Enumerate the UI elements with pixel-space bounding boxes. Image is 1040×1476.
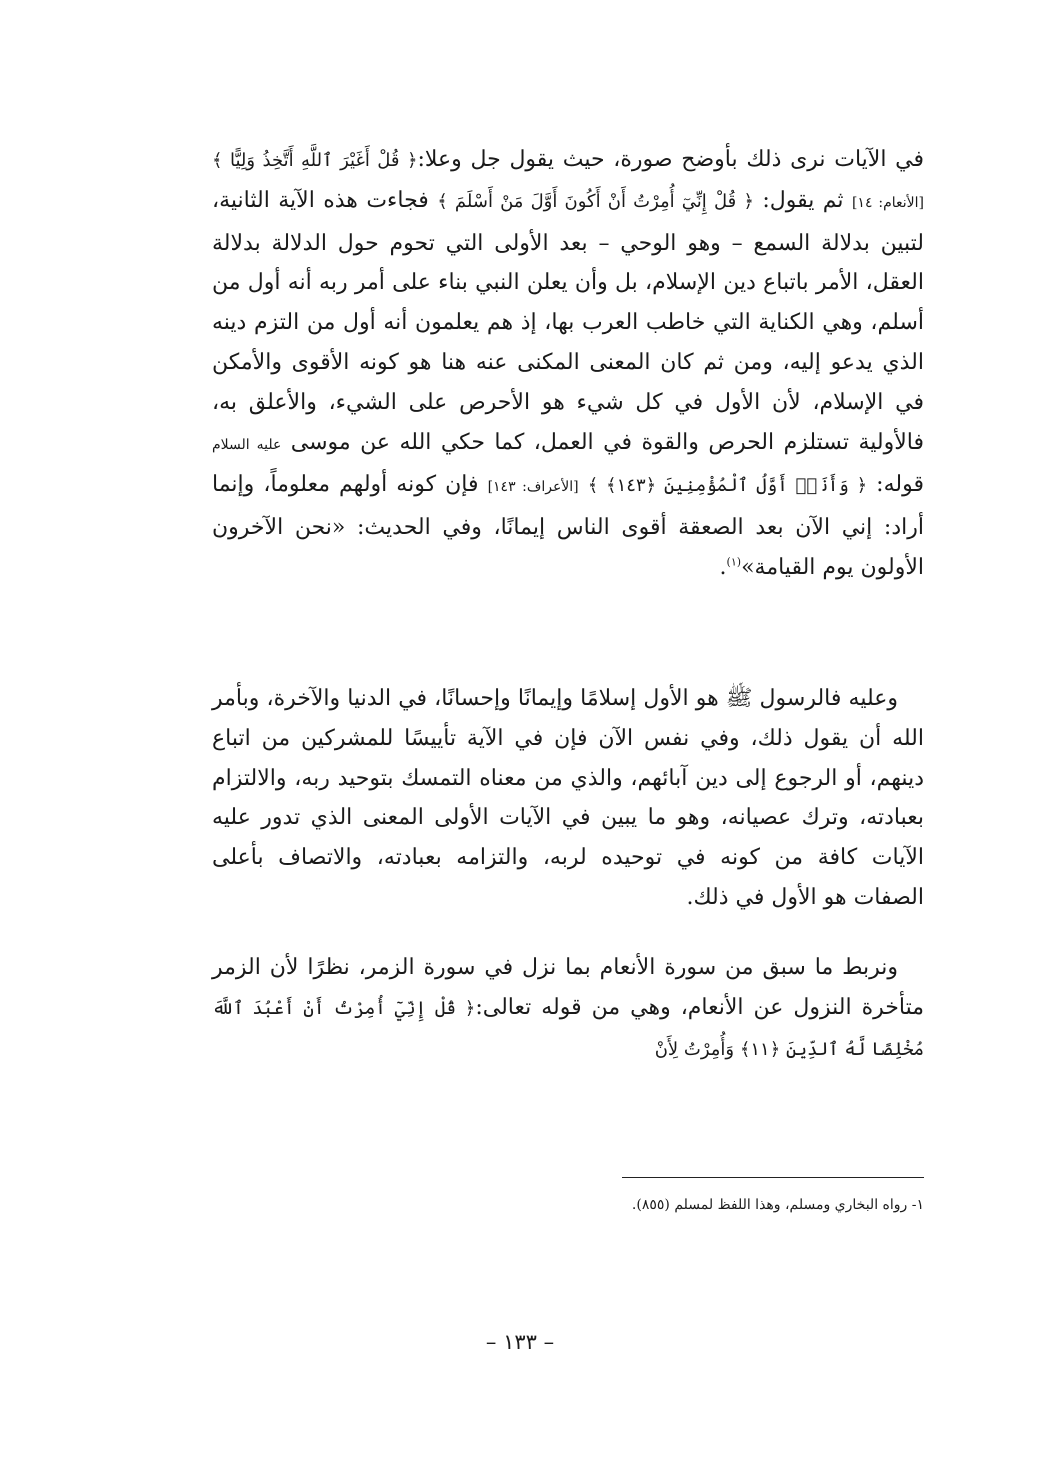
footnote-separator (622, 1177, 924, 1178)
paragraph-2 (212, 679, 924, 918)
verse-reference: [الأعراف: ١٤٣] (487, 479, 579, 496)
text-run: فإن كونه أولهم معلوماً، وإنما أراد: إني الآن بعد الصعقة أقوى الناس إيمانًا، وفي الحديث: «نحن الآخرون الأولون يوم القيامة» (212, 472, 924, 580)
quran-verse: ﴿ قُلْ إِنِّيٓ أُمِرْتُ أَنْ أَعْبُدَ ٱللَّهَ مُخْلِصًا لَّهُ ٱلدِّينَ ﴿١١﴾ وَأُمِرْتُ لِأَنْ (212, 997, 924, 1060)
text-run: ونربط ما سبق من سورة الأنعام بما نزل في سورة الزمر، نظرًا لأن الزمر متأخرة النزول عن الأنعام، وهي من قوله تعالى: (212, 955, 924, 1020)
page-number: – ١٣٣ – (485, 1330, 555, 1354)
paragraph-1-text (212, 140, 924, 588)
footnote: ١- رواه البخاري ومسلم، وهذا اللفظ لمسلم (٨٥٥). (631, 1197, 924, 1213)
verse-reference: [الأنعام: ١٤] (851, 194, 924, 211)
text-run: قوله: (867, 472, 924, 498)
text-run: ثم يقول: (753, 187, 852, 213)
quran-verse: ﴿ قُلْ إِنِّيٓ أُمِرْتُ أَنْ أَكُونَ أَوَّلَ مَنْ أَسْلَمَ ﴾ (437, 190, 754, 212)
paragraph-2-text: وعليه فالرسول ﷺ هو الأول إسلامًا وإيمانًا وإحسانًا، في الدنيا والآخرة، وبأمر الله أن يقول ذلك، وفي نفس الآن فإن في الآية تأييسًا للمشركين من اتباع دينهم، أو الرجوع إلى دين آبائهم، والذي من معناه التمسك بتوحيد ربه، والالتزام بعبادته، وترك عصيانه، وهو ما يبين في الآيات الأولى المعنى الذي تدور عليه الآيات كافة من كونه في توحيده لربه، والتزامه بعبادته، والاتصاف بأعلى الصفات هو الأول في ذلك. (212, 686, 924, 910)
text-run: . (719, 554, 727, 580)
quran-verse: ﴿ وَأَنَا۠ أَوَّلُ ٱلْمُؤْمِنِينَ ﴿١٤٣﴾ ﴾ (587, 475, 868, 497)
paragraph-3 (212, 948, 924, 1069)
paragraph-1 (212, 140, 924, 588)
text-run: في الآيات نرى ذلك بأوضح صورة، حيث يقول جل وعلا: (417, 147, 924, 172)
footnote-marker: (١) (726, 555, 742, 569)
quran-verse: ﴿ قُلْ أَغَيْرَ ٱللَّهِ أَتَّخِذُ وَلِيًّا ﴾ (212, 150, 418, 171)
text-run: فجاءت هذه الآية الثانية، لتبين بدلالة السمع – وهو الوحي – بعد الأولى التي تحوم حول الدلالة بدلالة العقل، الأمر باتباع دين الإسلام، بل وأن يعلن النبي بناء على أمر ربه أنه أول من أسلم، وهي الكناية التي خاطب العرب بها، إذ هم يعلمون أنه أول من التزم دينه الذي يدعو إليه، ومن ثم كان المعنى المكنى عنه هنا هو كونه الأقوى والأمكن في الإسلام، لأن الأول في كل شيء هو الأحرص على الشيء، والأعلق به، فالأولية تستلزم الحرص والقوة في العمل، كما حكي الله عن موسى (212, 187, 924, 455)
paragraph-3-text (212, 948, 924, 1069)
honorific: عليه السلام (212, 436, 282, 453)
